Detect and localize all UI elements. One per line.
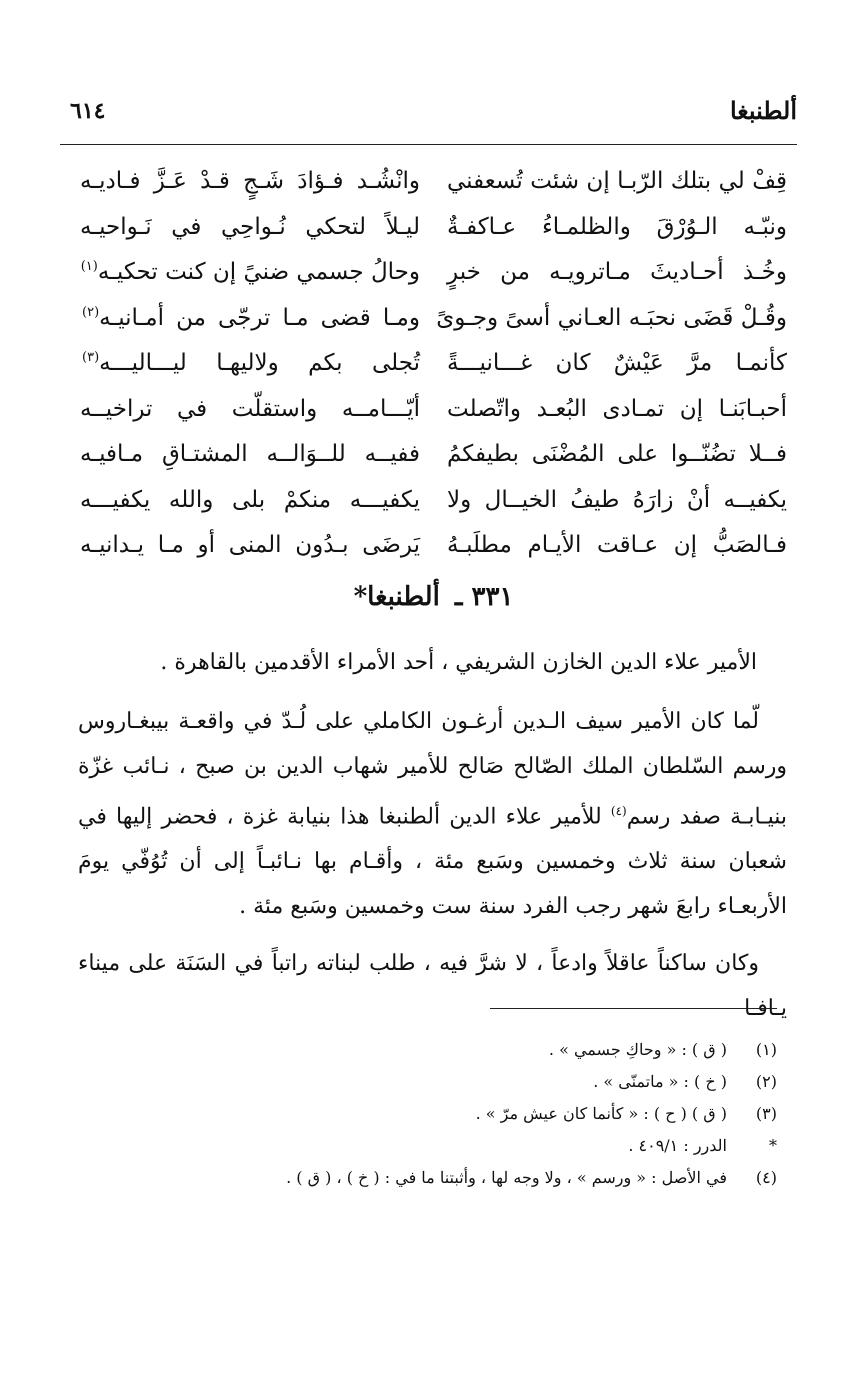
- verse-text: وانْشُـد فـؤادَ شَـجٍ قـدْ عَـزَّ فـاديـه: [80, 168, 420, 194]
- footnote-text: في الأصل : « ورسم » ، ولا وجه لها ، وأثبتنا ما في : ( خ ) ، ( ق ) .: [286, 1168, 727, 1187]
- verse-second-hemistich: [80, 350, 420, 376]
- verse-first-hemistich: وقُـلْ قَضَى نحبَـه العـاني أسىً وجـوىً: [436, 304, 787, 331]
- page-number: ٦١٤: [70, 98, 106, 124]
- verse-first-hemistich: ونبّـه الـوُرْقَ والظلمـاءُ عـاكفـةٌ: [447, 213, 787, 240]
- verse: [80, 259, 787, 305]
- paragraph-text: للأمير علاء الدين ألطنبغا هذا بنيابة غزة ، فحضر إليها في شعبان سنة ثلاث وخمسين وسَبع مئة ، وأقـام بها نـائبـاً إلى أن تُوُفّي يومَ الأربعـاء رابعَ شهر رجب الفرد سنة ست وخمسين وسَبع مئة .: [78, 804, 787, 920]
- footnote: [90, 1168, 777, 1200]
- verse-first-hemistich: كأنمـا مرَّ عَيْشٌ كان غـــانيـــةً: [447, 350, 787, 376]
- verse: [80, 487, 787, 533]
- verse-text: يكفيـــه منكمْ بلى والله يكفيـــه: [80, 486, 420, 513]
- verse-text: ليـلاً لتحكي نُـواحِي في نَـواحيـه: [80, 213, 420, 240]
- footnote-text: ( ق ) ( ح ) : « كأنما كان عيش مرّ » .: [475, 1104, 727, 1123]
- footnote-text: الدرر : ٤٠٩/١ .: [628, 1136, 727, 1155]
- footnote-marker[interactable]: (٣): [82, 350, 100, 366]
- footnote-marker[interactable]: (١): [80, 259, 98, 275]
- footnote: [90, 1072, 777, 1104]
- page-header: [60, 96, 797, 136]
- footnote-rule: [490, 1008, 777, 1009]
- verse: [80, 305, 787, 351]
- footnote-marker[interactable]: (٢): [82, 304, 100, 320]
- footnote-number: (٣): [755, 1104, 777, 1123]
- entry-heading: [0, 582, 867, 612]
- verse-second-hemistich: [80, 487, 420, 513]
- verse-text: يَرضَى بـدُون المنى أو مـا يـدانيـه: [80, 532, 420, 558]
- footnote: [90, 1104, 777, 1136]
- verse-second-hemistich: [80, 441, 420, 467]
- poem: [80, 168, 787, 578]
- header-rule: [60, 144, 797, 145]
- verse-second-hemistich: [80, 259, 420, 285]
- verse-first-hemistich: فـالصَبُّ إن عـاقت الأيـام مطلَبـهُ: [447, 532, 787, 558]
- running-title: ألطنبغا: [729, 96, 797, 125]
- verse: [80, 214, 787, 260]
- verse-text: ومـا قضى مـا ترجّى من أمـانيـه: [99, 304, 420, 331]
- verse: [80, 396, 787, 442]
- footnotes: [90, 1040, 777, 1200]
- verse: [80, 532, 787, 578]
- verse: [80, 168, 787, 214]
- verse-first-hemistich: وخُـذ أحـاديثَ مـاترويـه من خبرٍ: [447, 259, 787, 285]
- verse-text: تُجلى بكم ولاليهـا ليـــاليـــه: [99, 350, 420, 376]
- verse-first-hemistich: أحبـابَنـا إن تمـادى البُعـد واتّصلت: [447, 395, 787, 422]
- paragraph-text: لّما كان الأمير سيف الـدين أرغـون الكاملي على لُـدّ في واقعـة بيبغـاروس ورسم السّلطان الملك الصّالح صَالح للأمير شهاب الدين بن صبح ، نـائب غزّة بنيـابـة صفد رسم: [78, 709, 787, 830]
- footnote-text: ( خ ) : « ماتمنّى » .: [593, 1072, 727, 1091]
- verse: [80, 441, 787, 487]
- footnote-number: (٤): [755, 1168, 777, 1187]
- verse-second-hemistich: [80, 214, 420, 240]
- paragraph: وكان ساكناً عاقلاً وادعاً ، لا شرَّ فيه ، طلب لبناته راتباً في السَنَة على ميناء يـافـا: [78, 951, 787, 1022]
- paragraph: [78, 699, 787, 929]
- footnote-text: ( ق ) : « وحاكِ جسمي » .: [548, 1040, 727, 1059]
- verse-text: وحالُ جسمي ضنيً إن كنت تحكيـه: [97, 259, 420, 285]
- verse-first-hemistich: يكفيــه أنْ زارَهُ طيفُ الخيــال ولا: [447, 486, 787, 513]
- footnote-marker[interactable]: (٤): [610, 804, 627, 818]
- footnote: [90, 1136, 777, 1168]
- verse-second-hemistich: [80, 305, 420, 331]
- verse: [80, 350, 787, 396]
- footnote-number: *: [769, 1136, 777, 1155]
- verse-first-hemistich: فــلا تضُنّــوا على المُضْنَى بطيفكمُ: [447, 441, 787, 467]
- footnote-number: (١): [755, 1040, 777, 1059]
- verse-second-hemistich: [80, 532, 420, 558]
- footnote: [90, 1040, 777, 1072]
- biography-text: [78, 640, 787, 1043]
- footnote-number: (٢): [755, 1072, 777, 1091]
- verse-first-hemistich: قِفْ لي بتلك الرّبـا إن شئت تُسعفني: [447, 168, 787, 194]
- entry-number: ٣٣١ ـ: [454, 582, 514, 612]
- verse-text: أيّـــامــه واستقلّت في تراخيــه: [80, 395, 420, 422]
- verse-second-hemistich: [80, 396, 420, 422]
- bio-line: الأمير علاء الدين الخازن الشريفي ، أحد الأمراء الأقدمين بالقاهرة .: [160, 650, 757, 675]
- verse-text: ففيــه للــوَالــه المشتـاقِ مـافيـه: [80, 441, 420, 467]
- entry-name: ألطنبغا*: [353, 582, 440, 612]
- verse-second-hemistich: [80, 168, 420, 194]
